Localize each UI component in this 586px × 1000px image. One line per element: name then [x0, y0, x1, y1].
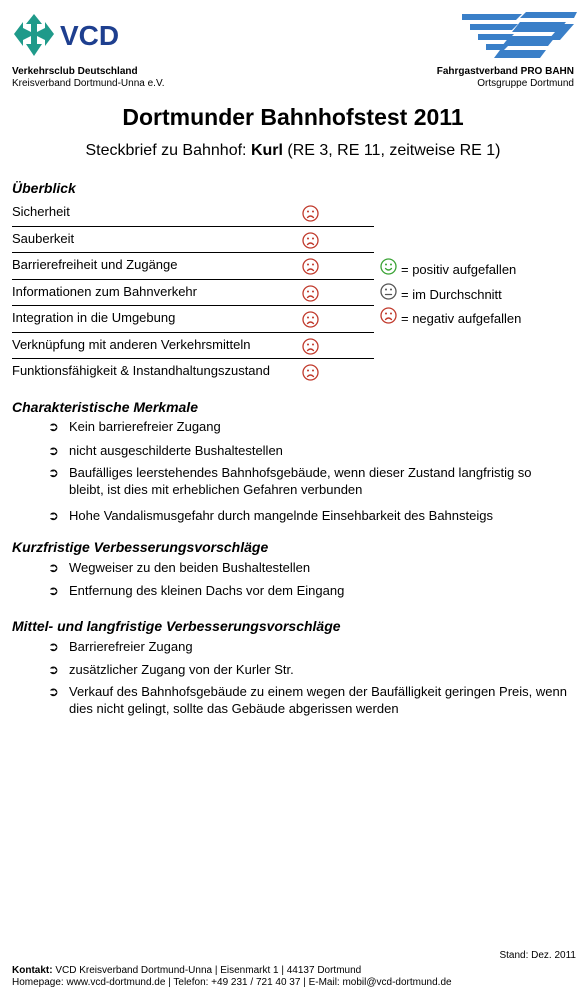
smiley-neutral-icon: [380, 283, 397, 300]
arrow-right-icon: ➲: [48, 465, 59, 480]
contact-text: VCD Kreisverband Dortmund-Unna | Eisenmarkt 1 | 44137 Dortmund: [52, 965, 362, 976]
arrow-right-icon: ➲: [48, 639, 59, 654]
legend-text: = im Durchschnitt: [401, 286, 502, 302]
vcd-logo-text: VCD: [60, 20, 120, 51]
list-item-text: Barrierefreier Zugang: [69, 639, 193, 654]
list-item: [48, 638, 568, 661]
org-left-name: Verkehrsclub Deutschland: [12, 66, 138, 77]
smiley-sad-icon: [302, 285, 319, 302]
overview-row-label: Sicherheit: [12, 204, 70, 219]
smiley-sad-icon: [302, 311, 319, 328]
arrow-right-icon: ➲: [48, 560, 59, 575]
header: [0, 0, 586, 95]
pro-bahn-logo: [462, 10, 577, 60]
legend-text: = negativ aufgefallen: [401, 311, 522, 326]
list-item: [48, 683, 568, 717]
station-name: Kurl: [250, 142, 283, 159]
overview-row-label: Integration in die Umgebung: [12, 310, 176, 325]
page-subtitle: [0, 142, 586, 160]
list-item: [48, 418, 568, 442]
smiley-sad-icon: [380, 307, 397, 324]
features-heading: Charakteristische Merkmale: [12, 399, 198, 415]
subtitle-lines: (RE 3, RE 11, zeitweise RE 1): [282, 142, 501, 159]
smiley-happy-icon: [380, 258, 397, 275]
short-term-heading: Kurzfristige Verbesserungsvorschläge: [12, 539, 269, 555]
contact-label: Kontakt:: [12, 965, 53, 976]
overview-row: [12, 200, 374, 227]
list-item: [48, 464, 568, 507]
footer-line2: Homepage: www.vcd-dortmund.de | Telefon: +49 231 / 721 40 37 | E-Mail: mobil@vcd-dortmund.de: [12, 977, 452, 988]
smiley-sad-icon: [302, 258, 319, 275]
arrow-right-icon: ➲: [48, 443, 59, 458]
org-right-name: Fahrgastverband PRO BAHN: [436, 66, 574, 77]
features-list: [48, 418, 568, 524]
list-item: [48, 582, 568, 599]
org-left: [12, 66, 165, 90]
overview-row-label: Barrierefreiheit und Zugänge: [12, 257, 178, 272]
overview-heading: Überblick: [12, 180, 76, 196]
org-left-sub: Kreisverband Dortmund-Unna e.V.: [12, 78, 165, 89]
overview-row-label: Funktionsfähigkeit & Instandhaltungszustand: [12, 363, 271, 378]
overview-row: [12, 280, 374, 307]
overview-row: [12, 227, 374, 254]
list-item: [48, 559, 568, 582]
overview-row-label: Informationen zum Bahnverkehr: [12, 283, 197, 299]
arrow-right-icon: ➲: [48, 508, 59, 523]
list-item: [48, 507, 568, 524]
list-item-text: zusätzlicher Zugang von der Kurler Str.: [69, 662, 294, 677]
smiley-sad-icon: [302, 232, 319, 249]
overview-row: [12, 306, 374, 333]
smiley-sad-icon: [302, 364, 319, 381]
list-item-text: Hohe Vandalismusgefahr durch mangelnde Einsehbarkeit des Bahnsteigs: [69, 508, 493, 523]
overview-row: [12, 253, 374, 280]
overview-row-label: Verknüpfung mit anderen Verkehrsmitteln: [12, 336, 251, 352]
date-stamp: Stand: Dez. 2011: [499, 950, 576, 961]
overview-row: [12, 333, 374, 360]
vcd-logo: [12, 12, 142, 58]
long-term-list: [48, 638, 568, 717]
smiley-sad-icon: [302, 205, 319, 222]
arrow-right-icon: ➲: [48, 583, 59, 598]
list-item-text: Wegweiser zu den beiden Bushaltestellen: [69, 560, 311, 575]
footer: [12, 965, 452, 989]
legend-text: = positiv aufgefallen: [401, 262, 517, 277]
long-term-heading: Mittel- und langfristige Verbesserungsvorschläge: [12, 618, 341, 634]
page-title: Dortmunder Bahnhofstest 2011: [122, 104, 464, 130]
list-item: [48, 442, 568, 464]
list-item-text: Baufälliges leerstehendes Bahnhofsgebäude, wenn dieser Zustand langfristig so bleibt, ist dies mit erheblichen Gefahren verbunden: [69, 465, 532, 497]
smiley-sad-icon: [302, 338, 319, 355]
subtitle-prefix: Steckbrief zu Bahnhof:: [85, 142, 251, 159]
list-item-text: Kein barrierefreier Zugang: [69, 419, 221, 434]
list-item-text: Entfernung des kleinen Dachs vor dem Eingang: [69, 583, 345, 598]
arrow-right-icon: ➲: [48, 662, 59, 677]
arrow-right-icon: ➲: [48, 419, 59, 434]
list-item-text: nicht ausgeschilderte Bushaltestellen: [69, 443, 283, 458]
list-item-text: Verkauf des Bahnhofsgebäude zu einem wegen der Baufälligkeit geringen Preis, wenn dies nicht gelingt, sollte das Gebäude abgerissen werden: [69, 684, 567, 716]
list-item: [48, 661, 568, 683]
overview-row: [12, 359, 374, 385]
arrow-right-icon: ➲: [48, 684, 59, 699]
org-right: [437, 66, 574, 90]
org-right-sub: Ortsgruppe Dortmund: [477, 78, 574, 89]
overview-row-label: Sauberkeit: [12, 230, 75, 246]
footer-contact: [12, 965, 452, 977]
overview-table: [12, 200, 374, 385]
short-term-list: [48, 559, 568, 599]
